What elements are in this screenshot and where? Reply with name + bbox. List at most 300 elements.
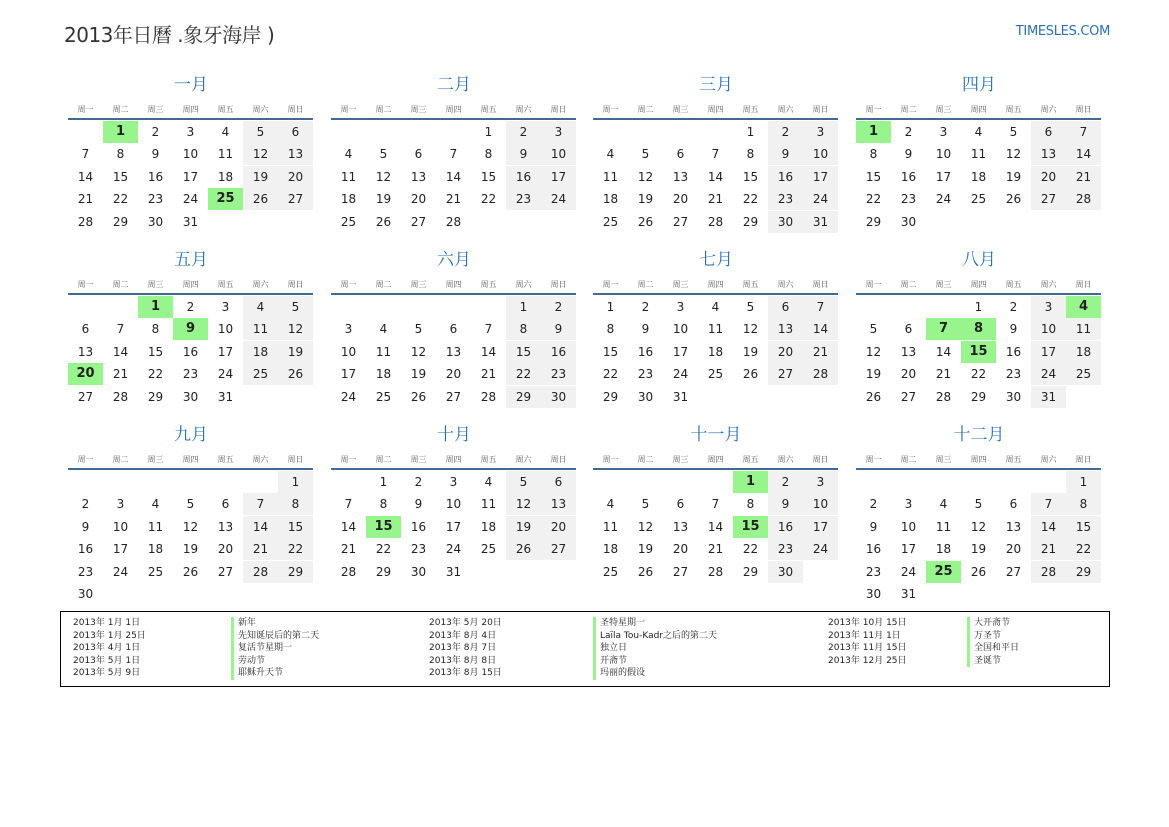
day-cell: 18 xyxy=(970,169,987,184)
day-cell: 6 xyxy=(904,322,913,337)
weekday-header xyxy=(856,453,1102,467)
day-cell: 19 xyxy=(970,542,987,557)
legend-entry: 劳动节 xyxy=(238,655,266,666)
day-cell: 15 xyxy=(742,169,759,184)
day-cell: 14 xyxy=(112,344,129,359)
day-cell: 23 xyxy=(182,367,199,382)
day-cell: 11 xyxy=(602,169,619,184)
day-cell: 13 xyxy=(1005,519,1022,534)
day-cell: 1 xyxy=(746,125,755,139)
weekday-label: 周二 xyxy=(637,280,654,289)
day-cell: 27 xyxy=(900,389,917,404)
day-cell: 19 xyxy=(506,516,541,538)
day-cell: 26 xyxy=(1005,192,1022,207)
weekday-label: 周日 xyxy=(550,105,567,114)
month-name: 十月 xyxy=(437,425,471,445)
day-cell: 30 xyxy=(182,389,199,404)
day-cell: 10 xyxy=(935,147,952,162)
day-cell: 17 xyxy=(445,519,462,534)
day-cell: 12 xyxy=(375,169,392,184)
day-cell: 19 xyxy=(865,367,882,382)
weekday-label: 周四 xyxy=(182,105,199,114)
day-cell: 13 xyxy=(410,169,427,184)
day-cell: 2 xyxy=(768,121,803,143)
day-cell: 16 xyxy=(900,169,917,184)
day-cell: 2 xyxy=(541,296,576,318)
day-cell: 6 xyxy=(414,147,423,162)
day-cell: 13 xyxy=(278,143,313,165)
weekday-header xyxy=(68,103,314,117)
weekday-label: 周一 xyxy=(865,105,882,114)
weekday-header xyxy=(331,103,577,117)
day-cell: 19 xyxy=(742,344,759,359)
weekday-label: 周六 xyxy=(252,280,269,289)
day-cell: 26 xyxy=(243,188,278,210)
legend-entry: 2013年 8月 15日 xyxy=(429,668,502,678)
day-cell: 8 xyxy=(1066,493,1101,515)
day-cell: 3 xyxy=(449,475,458,489)
day-cell: 11 xyxy=(243,318,278,340)
day-cell: 27 xyxy=(217,564,234,579)
legend-entry: 2013年 1月 25日 xyxy=(73,630,146,641)
month-name: 十二月 xyxy=(953,425,1005,445)
month-name: 九月 xyxy=(174,425,208,445)
day-cell: 21 xyxy=(77,192,94,207)
day-cell: 29 xyxy=(742,214,759,229)
day-cell: 4 xyxy=(344,147,353,162)
day-cell: 7 xyxy=(484,322,493,337)
day-cell: 28 xyxy=(243,561,278,583)
weekday-label: 周三 xyxy=(935,105,952,114)
day-cell: 3 xyxy=(803,471,838,493)
day-cell: 14 xyxy=(445,169,462,184)
day-cell: 13 xyxy=(77,344,94,359)
day-cell: 25 xyxy=(147,564,164,579)
day-cell: 27 xyxy=(672,564,689,579)
weekday-label: 周三 xyxy=(935,455,952,464)
legend-entry: 大开斋节 xyxy=(974,618,1011,628)
weekday-label: 周二 xyxy=(900,455,917,464)
day-cell: 4 xyxy=(974,125,983,139)
day-cell: 1 xyxy=(1066,471,1101,493)
day-cell: 23 xyxy=(147,192,164,207)
weekday-header xyxy=(68,453,314,467)
day-cell: 21 xyxy=(935,367,952,382)
site-link[interactable]: TIMESLES.COM xyxy=(1015,24,1110,39)
day-cell: 13 xyxy=(900,344,917,359)
day-cell: 13 xyxy=(1031,143,1066,165)
day-cell: 14 xyxy=(803,318,838,340)
day-cell: 12 xyxy=(970,519,987,534)
day-cell: 10 xyxy=(803,143,838,165)
day-cell: 11 xyxy=(707,322,724,337)
day-cell: 6 xyxy=(676,147,685,162)
day-cell: 16 xyxy=(410,519,427,534)
weekday-label: 周一 xyxy=(865,280,882,289)
day-cell: 5 xyxy=(974,497,983,512)
legend-names-col-3 xyxy=(974,617,1019,667)
day-cell: 7 xyxy=(1031,493,1066,515)
day-cell: 25 xyxy=(340,214,357,229)
weekday-header xyxy=(593,278,839,292)
month-block xyxy=(593,250,839,420)
day-cell: 19 xyxy=(1005,169,1022,184)
day-cell: 12 xyxy=(637,169,654,184)
day-cell: 12 xyxy=(1005,147,1022,162)
day-cell: 2 xyxy=(506,121,541,143)
weekday-header xyxy=(593,453,839,467)
weekday-label: 周一 xyxy=(865,455,882,464)
day-cell: 24 xyxy=(803,188,838,210)
holiday-day-cell: 25 xyxy=(926,561,961,583)
weekday-label: 周四 xyxy=(182,455,199,464)
day-cell: 15 xyxy=(1066,516,1101,538)
day-cell: 14 xyxy=(480,344,497,359)
day-cell: 21 xyxy=(112,367,129,382)
day-cell: 11 xyxy=(1066,318,1101,340)
weekday-header xyxy=(331,453,577,467)
legend-entry: 圣特星期一 xyxy=(600,618,646,628)
day-cell: 14 xyxy=(1031,516,1066,538)
day-cell: 10 xyxy=(541,143,576,165)
legend-entry: 2013年 4月 1日 xyxy=(73,643,141,653)
legend-dates-col-3 xyxy=(828,617,907,667)
weekday-label: 周日 xyxy=(550,455,567,464)
day-cell: 4 xyxy=(606,147,615,162)
day-cell: 4 xyxy=(379,322,388,337)
day-cell: 4 xyxy=(243,296,278,318)
weekday-label: 周二 xyxy=(375,455,392,464)
weekday-label: 周一 xyxy=(77,105,94,114)
weekday-label: 周六 xyxy=(515,455,532,464)
month-block xyxy=(856,75,1102,245)
legend-entry: 开斋节 xyxy=(600,655,628,666)
day-cell: 2 xyxy=(81,497,90,512)
header-rule xyxy=(68,468,313,470)
weekday-label: 周四 xyxy=(970,455,987,464)
day-cell: 23 xyxy=(900,192,917,207)
month-block xyxy=(331,250,577,420)
day-cell: 18 xyxy=(217,169,234,184)
day-cell: 8 xyxy=(116,147,125,162)
legend-entry: 万圣节 xyxy=(974,630,1002,641)
day-cell: 8 xyxy=(151,322,160,337)
day-cell: 28 xyxy=(340,564,357,579)
day-cell: 21 xyxy=(1066,166,1101,188)
day-cell: 29 xyxy=(375,564,392,579)
day-cell: 10 xyxy=(803,493,838,515)
day-cell: 20 xyxy=(672,542,689,557)
month-name: 三月 xyxy=(699,75,733,95)
day-cell: 8 xyxy=(484,147,493,162)
day-cell: 15 xyxy=(112,169,129,184)
month-block xyxy=(331,75,577,245)
weekday-label: 周一 xyxy=(77,280,94,289)
day-cell: 2 xyxy=(1009,300,1018,314)
legend-entry: 2013年 12月 25日 xyxy=(828,655,907,666)
day-cell: 27 xyxy=(278,188,313,210)
day-cell: 23 xyxy=(637,367,654,382)
day-cell: 18 xyxy=(602,542,619,557)
weekday-label: 周一 xyxy=(340,455,357,464)
month-block xyxy=(68,250,314,420)
day-cell: 20 xyxy=(410,192,427,207)
legend-names-col-2 xyxy=(600,617,717,680)
day-cell: 7 xyxy=(344,497,353,512)
weekday-header xyxy=(593,103,839,117)
day-cell: 20 xyxy=(1005,542,1022,557)
day-cell: 8 xyxy=(278,493,313,515)
weekday-label: 周三 xyxy=(672,455,689,464)
day-cell: 16 xyxy=(1005,344,1022,359)
day-cell: 31 xyxy=(217,389,234,404)
weekday-label: 周一 xyxy=(602,280,619,289)
day-cell: 23 xyxy=(768,188,803,210)
day-cell: 16 xyxy=(637,344,654,359)
day-cell: 5 xyxy=(414,322,423,337)
day-cell: 15 xyxy=(278,516,313,538)
day-cell: 21 xyxy=(243,538,278,560)
day-cell: 16 xyxy=(865,542,882,557)
day-cell: 30 xyxy=(147,214,164,229)
weekday-label: 周日 xyxy=(1075,105,1092,114)
holiday-day-cell: 1 xyxy=(138,296,173,318)
day-cell: 4 xyxy=(484,475,493,489)
weekday-header xyxy=(856,278,1102,292)
day-cell: 10 xyxy=(1031,318,1066,340)
day-cell: 29 xyxy=(602,389,619,404)
day-cell: 14 xyxy=(243,516,278,538)
day-cell: 2 xyxy=(641,300,650,314)
legend-entry: 圣诞节 xyxy=(974,655,1002,666)
legend-entry: Laïla Tou-Kadr之后的第二天 xyxy=(600,630,718,641)
day-cell: 22 xyxy=(480,192,497,207)
day-cell: 7 xyxy=(116,322,125,337)
weekday-label: 周五 xyxy=(742,280,759,289)
holiday-day-cell: 15 xyxy=(366,516,401,538)
day-cell: 24 xyxy=(672,367,689,382)
day-cell: 3 xyxy=(221,300,230,314)
weekday-header xyxy=(856,103,1102,117)
weekday-label: 周四 xyxy=(707,105,724,114)
day-cell: 8 xyxy=(506,318,541,340)
day-cell: 12 xyxy=(506,493,541,515)
legend-dates-col-2 xyxy=(429,617,502,680)
day-cell: 19 xyxy=(410,367,427,382)
day-cell: 7 xyxy=(1066,121,1101,143)
day-cell: 31 xyxy=(1031,386,1066,408)
day-cell: 15 xyxy=(506,341,541,363)
weekday-label: 周二 xyxy=(637,105,654,114)
day-cell: 24 xyxy=(182,192,199,207)
day-cell: 27 xyxy=(410,214,427,229)
header-rule xyxy=(593,468,838,470)
day-cell: 10 xyxy=(672,322,689,337)
day-cell: 5 xyxy=(869,322,878,337)
day-cell: 14 xyxy=(935,344,952,359)
legend-names-col-1 xyxy=(238,617,319,680)
day-cell: 5 xyxy=(379,147,388,162)
weekday-label: 周三 xyxy=(935,280,952,289)
day-cell: 26 xyxy=(865,389,882,404)
day-cell: 6 xyxy=(1009,497,1018,512)
weekday-label: 周五 xyxy=(217,455,234,464)
weekday-label: 周四 xyxy=(445,280,462,289)
day-cell: 16 xyxy=(77,542,94,557)
month-block xyxy=(593,425,839,595)
day-cell: 5 xyxy=(243,121,278,143)
day-cell: 11 xyxy=(935,519,952,534)
weekday-label: 周日 xyxy=(550,280,567,289)
day-cell: 26 xyxy=(637,214,654,229)
day-cell: 7 xyxy=(449,147,458,162)
weekday-label: 周六 xyxy=(777,280,794,289)
day-cell: 24 xyxy=(445,542,462,557)
day-cell: 14 xyxy=(707,169,724,184)
day-cell: 10 xyxy=(340,344,357,359)
day-cell: 26 xyxy=(742,367,759,382)
weekday-label: 周一 xyxy=(602,455,619,464)
day-cell: 23 xyxy=(410,542,427,557)
legend-entry: 2013年 10月 15日 xyxy=(828,618,907,628)
header-rule xyxy=(331,118,576,120)
day-cell: 3 xyxy=(344,322,353,337)
day-cell: 22 xyxy=(375,542,392,557)
day-cell: 9 xyxy=(904,147,913,162)
day-cell: 2 xyxy=(186,300,195,314)
day-cell: 12 xyxy=(637,519,654,534)
header-rule xyxy=(593,118,838,120)
day-cell: 10 xyxy=(112,519,129,534)
day-cell: 18 xyxy=(602,192,619,207)
day-cell: 22 xyxy=(865,192,882,207)
day-cell: 7 xyxy=(243,493,278,515)
day-cell: 20 xyxy=(541,516,576,538)
day-cell: 15 xyxy=(865,169,882,184)
day-cell: 7 xyxy=(803,296,838,318)
day-cell: 11 xyxy=(147,519,164,534)
day-cell: 17 xyxy=(803,166,838,188)
day-cell: 22 xyxy=(742,542,759,557)
day-cell: 27 xyxy=(541,538,576,560)
day-cell: 28 xyxy=(112,389,129,404)
day-cell: 28 xyxy=(445,214,462,229)
legend-marker-col-1 xyxy=(231,617,234,680)
legend-entry: 复活节星期一 xyxy=(238,643,293,653)
legend-marker-col-2 xyxy=(593,617,596,680)
weekday-label: 周日 xyxy=(1075,280,1092,289)
weekday-label: 周六 xyxy=(515,280,532,289)
day-cell: 8 xyxy=(869,147,878,162)
day-cell: 26 xyxy=(506,538,541,560)
day-cell: 24 xyxy=(217,367,234,382)
month-name: 十一月 xyxy=(690,425,742,445)
header-rule xyxy=(856,293,1101,295)
day-cell: 25 xyxy=(480,542,497,557)
holiday-day-cell: 15 xyxy=(961,341,996,363)
day-cell: 12 xyxy=(243,143,278,165)
month-name: 四月 xyxy=(962,75,996,95)
month-name: 八月 xyxy=(962,250,996,270)
day-cell: 5 xyxy=(506,471,541,493)
day-cell: 26 xyxy=(182,564,199,579)
day-cell: 14 xyxy=(77,169,94,184)
weekday-label: 周五 xyxy=(742,455,759,464)
day-cell: 17 xyxy=(182,169,199,184)
weekday-header xyxy=(68,278,314,292)
legend-entry: 2013年 11月 1日 xyxy=(828,630,901,641)
day-cell: 5 xyxy=(641,497,650,512)
legend-dates-col-1 xyxy=(73,617,146,680)
weekday-label: 周一 xyxy=(340,280,357,289)
day-cell: 5 xyxy=(1009,125,1018,139)
day-cell: 22 xyxy=(742,192,759,207)
day-cell: 9 xyxy=(541,318,576,340)
day-cell: 30 xyxy=(900,214,917,229)
day-cell: 16 xyxy=(768,516,803,538)
day-cell: 31 xyxy=(672,389,689,404)
month-name: 五月 xyxy=(174,250,208,270)
day-cell: 31 xyxy=(445,564,462,579)
day-cell: 30 xyxy=(410,564,427,579)
day-cell: 19 xyxy=(375,192,392,207)
day-cell: 28 xyxy=(803,363,838,385)
day-cell: 22 xyxy=(506,363,541,385)
header-rule xyxy=(856,118,1101,120)
day-cell: 26 xyxy=(375,214,392,229)
holiday-day-cell: 1 xyxy=(733,471,768,493)
weekday-label: 周三 xyxy=(147,280,164,289)
weekday-label: 周二 xyxy=(900,280,917,289)
day-cell: 11 xyxy=(375,344,392,359)
day-cell: 13 xyxy=(217,519,234,534)
day-cell: 19 xyxy=(637,192,654,207)
day-cell: 2 xyxy=(151,125,160,139)
day-cell: 3 xyxy=(116,497,125,512)
day-cell: 2 xyxy=(768,471,803,493)
weekday-label: 周六 xyxy=(1040,105,1057,114)
weekday-label: 周五 xyxy=(1005,455,1022,464)
day-cell: 21 xyxy=(803,341,838,363)
weekday-label: 周五 xyxy=(480,280,497,289)
day-cell: 18 xyxy=(480,519,497,534)
month-block xyxy=(331,425,577,595)
day-cell: 5 xyxy=(186,497,195,512)
day-cell: 12 xyxy=(742,322,759,337)
weekday-label: 周三 xyxy=(410,105,427,114)
day-cell: 9 xyxy=(768,143,803,165)
holiday-day-cell: 15 xyxy=(733,516,768,538)
day-cell: 21 xyxy=(340,542,357,557)
day-cell: 20 xyxy=(768,341,803,363)
header-rule xyxy=(593,293,838,295)
weekday-label: 周日 xyxy=(812,280,829,289)
day-cell: 23 xyxy=(541,363,576,385)
weekday-label: 周六 xyxy=(252,455,269,464)
day-cell: 19 xyxy=(637,542,654,557)
weekday-label: 周五 xyxy=(480,105,497,114)
day-cell: 3 xyxy=(803,121,838,143)
day-cell: 28 xyxy=(935,389,952,404)
legend-entry: 独立日 xyxy=(600,643,628,653)
day-cell: 23 xyxy=(768,538,803,560)
header-rule xyxy=(68,293,313,295)
holiday-day-cell: 1 xyxy=(103,121,138,143)
day-cell: 2 xyxy=(904,125,913,139)
day-cell: 22 xyxy=(147,367,164,382)
day-cell: 20 xyxy=(445,367,462,382)
day-cell: 23 xyxy=(865,564,882,579)
